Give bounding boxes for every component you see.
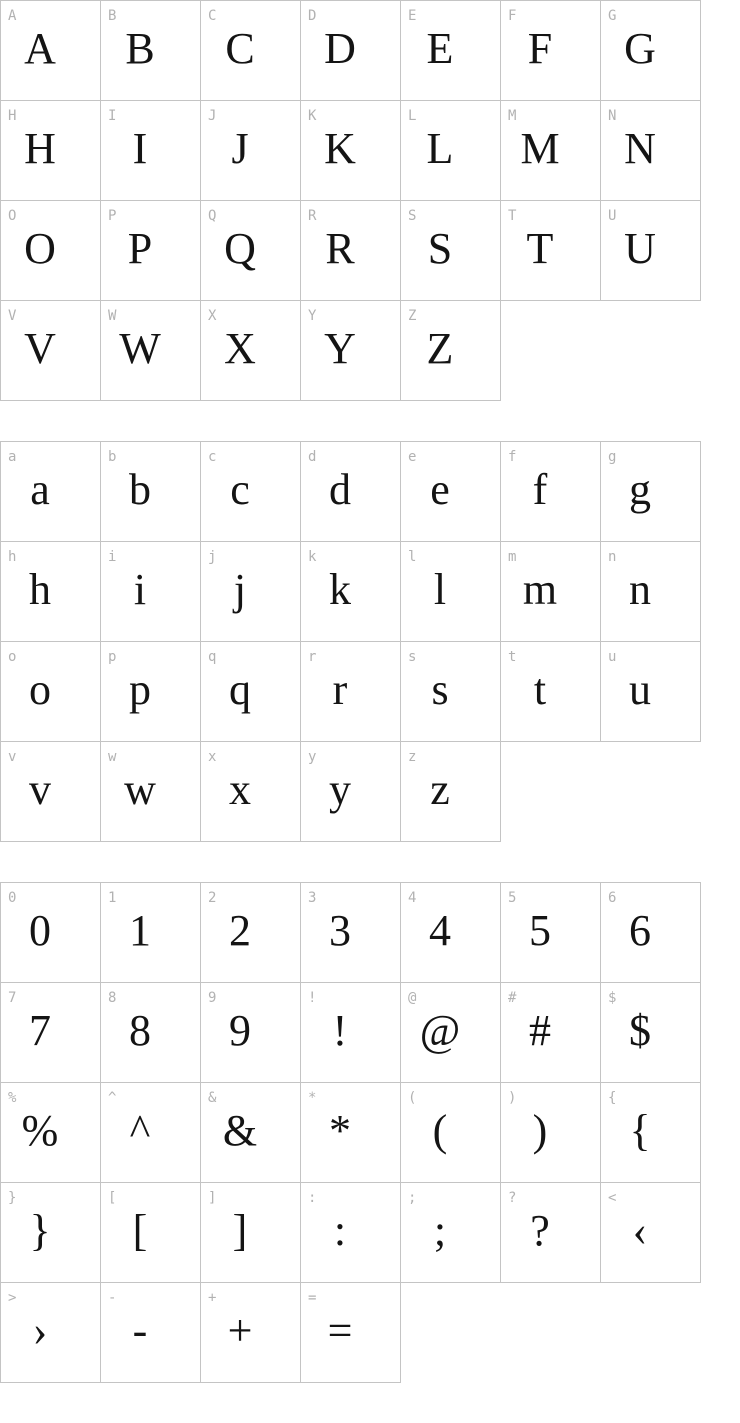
char-cell (501, 983, 601, 1083)
cell-label: g (608, 449, 617, 465)
cell-glyph: l (433, 565, 447, 614)
char-cell (1, 442, 101, 542)
cell-glyph: R (325, 224, 355, 273)
cell-label: ? (508, 1190, 517, 1206)
cell-glyph: P (127, 224, 153, 273)
char-cell (301, 542, 401, 642)
cell-label: m (508, 549, 517, 565)
cell-glyph: [ (132, 1206, 148, 1255)
cell-glyph: u (629, 665, 651, 714)
cell-glyph: ) (532, 1106, 548, 1155)
cell-label: v (8, 749, 17, 765)
cell-label: D (308, 8, 317, 24)
cell-glyph: I (132, 124, 148, 173)
cell-label: p (108, 649, 117, 665)
cell-glyph: C (225, 24, 255, 73)
char-cell (301, 442, 401, 542)
cell-glyph: i (133, 565, 147, 614)
char-row (1, 201, 701, 301)
cell-glyph: 0 (29, 906, 51, 955)
cell-label: 5 (508, 890, 517, 906)
char-cell (301, 642, 401, 742)
char-cell (101, 1, 201, 101)
char-cell (101, 442, 201, 542)
char-cell (201, 542, 301, 642)
char-cell (601, 1183, 701, 1283)
cell-label: q (208, 649, 217, 665)
cell-glyph: K (324, 124, 356, 173)
cell-label: w (108, 749, 117, 765)
cell-glyph: y (329, 765, 351, 814)
cell-label: r (308, 649, 317, 665)
char-row (1, 301, 701, 401)
cell-label: & (208, 1090, 217, 1106)
char-cell (401, 883, 501, 983)
cell-label: k (308, 549, 317, 565)
cell-label: 7 (8, 990, 17, 1006)
cell-glyph: n (629, 565, 651, 614)
char-cell (401, 742, 501, 842)
cell-label: 8 (108, 990, 117, 1006)
cell-label: * (308, 1090, 317, 1106)
cell-glyph: g (629, 465, 651, 514)
cell-label: - (108, 1290, 117, 1306)
char-cell (501, 201, 601, 301)
cell-label: ( (408, 1090, 417, 1106)
cell-glyph: e (430, 465, 450, 514)
cell-glyph: › (32, 1306, 48, 1355)
char-row (1, 983, 701, 1083)
cell-glyph: 6 (629, 906, 651, 955)
cell-label: t (508, 649, 517, 665)
cell-label: 6 (608, 890, 617, 906)
char-cell (201, 742, 301, 842)
cell-label: 4 (408, 890, 417, 906)
cell-label: h (8, 549, 17, 565)
char-cell (1, 1083, 101, 1183)
cell-glyph: Q (224, 224, 256, 273)
char-row (1, 1083, 701, 1183)
cell-glyph: O (24, 224, 56, 273)
char-row (1, 101, 701, 201)
char-cell (601, 442, 701, 542)
cell-label: U (608, 208, 617, 224)
char-cell (201, 983, 301, 1083)
cell-glyph: s (431, 665, 449, 714)
cell-label: s (408, 649, 417, 665)
char-cell (401, 1183, 501, 1283)
char-cell (1, 1283, 101, 1383)
cell-label: [ (108, 1190, 117, 1206)
char-cell (301, 301, 401, 401)
char-cell (301, 1183, 401, 1283)
cell-glyph: M (520, 124, 560, 173)
cell-label: f (508, 449, 517, 465)
char-row (1, 1, 701, 101)
char-cell (501, 1, 601, 101)
cell-glyph: d (329, 465, 351, 514)
char-cell (201, 101, 301, 201)
char-cell (201, 201, 301, 301)
cell-label: { (608, 1090, 617, 1106)
cell-label: 2 (208, 890, 217, 906)
cell-glyph: E (426, 24, 454, 73)
char-row (1, 1283, 701, 1383)
char-cell (101, 1083, 201, 1183)
cell-glyph: a (30, 465, 50, 514)
char-cell (501, 642, 601, 742)
char-cell (601, 1083, 701, 1183)
char-cell (1, 101, 101, 201)
char-cell (301, 883, 401, 983)
cell-glyph: ] (232, 1206, 248, 1255)
char-cell (601, 883, 701, 983)
char-row (1, 542, 701, 642)
char-cell (501, 442, 601, 542)
char-cell (201, 1283, 301, 1383)
cell-label: > (8, 1290, 17, 1306)
char-cell (601, 983, 701, 1083)
char-cell (601, 101, 701, 201)
char-cell (1, 642, 101, 742)
char-cell (601, 642, 701, 742)
cell-glyph: w (124, 765, 156, 814)
cell-glyph: ? (530, 1206, 550, 1255)
cell-glyph: ( (432, 1106, 448, 1155)
cell-glyph: @ (419, 1006, 461, 1055)
cell-label: + (208, 1290, 217, 1306)
cell-glyph: G (624, 24, 656, 73)
char-cell (1, 742, 101, 842)
cell-glyph: b (129, 465, 151, 514)
cell-glyph: N (624, 124, 656, 173)
char-cell (301, 1283, 401, 1383)
cell-glyph: H (24, 124, 56, 173)
cell-label: Y (308, 308, 317, 324)
char-cell (1, 201, 101, 301)
cell-label: e (408, 449, 417, 465)
cell-glyph: 2 (229, 906, 251, 955)
cell-label: X (208, 308, 217, 324)
digits-symbols-table (0, 882, 701, 1383)
cell-label: b (108, 449, 117, 465)
char-cell (301, 742, 401, 842)
char-cell (1, 883, 101, 983)
char-cell (401, 101, 501, 201)
cell-glyph: # (529, 1006, 551, 1055)
char-cell (201, 1183, 301, 1283)
char-cell (301, 1083, 401, 1183)
char-cell (401, 201, 501, 301)
cell-glyph: & (222, 1106, 258, 1155)
cell-label: M (508, 108, 517, 124)
char-cell (301, 1, 401, 101)
char-cell (501, 1083, 601, 1183)
char-cell (201, 883, 301, 983)
cell-glyph: W (119, 324, 161, 373)
char-cell (301, 101, 401, 201)
cell-glyph: o (29, 665, 51, 714)
cell-label: G (608, 8, 617, 24)
cell-label: B (108, 8, 117, 24)
char-row (1, 742, 701, 842)
cell-label: 1 (108, 890, 117, 906)
cell-label: z (408, 749, 417, 765)
cell-glyph: * (329, 1106, 351, 1155)
char-cell (501, 1183, 601, 1283)
cell-label: % (8, 1090, 17, 1106)
cell-label: = (308, 1290, 317, 1306)
cell-glyph: f (532, 465, 548, 514)
cell-glyph: } (29, 1206, 51, 1255)
char-row (1, 642, 701, 742)
cell-glyph: A (24, 24, 56, 73)
cell-glyph: : (333, 1206, 347, 1255)
cell-label: : (308, 1190, 317, 1206)
cell-label: } (8, 1190, 17, 1206)
cell-label: @ (408, 990, 417, 1006)
cell-glyph: k (329, 565, 351, 614)
cell-label: L (408, 108, 417, 124)
char-cell (1, 1, 101, 101)
cell-label: a (8, 449, 17, 465)
cell-glyph: ^ (129, 1106, 151, 1155)
cell-glyph: m (522, 565, 558, 614)
cell-label: n (608, 549, 617, 565)
cell-glyph: z (430, 765, 450, 814)
char-cell (101, 883, 201, 983)
cell-label: R (308, 208, 317, 224)
char-cell (501, 542, 601, 642)
cell-glyph: + (227, 1306, 253, 1355)
uppercase-table (0, 0, 701, 401)
cell-label: Z (408, 308, 417, 324)
cell-glyph: = (327, 1306, 353, 1355)
char-cell (601, 542, 701, 642)
cell-glyph: J (231, 124, 249, 173)
cell-label: F (508, 8, 517, 24)
cell-label: y (308, 749, 317, 765)
cell-label: ] (208, 1190, 217, 1206)
char-cell (501, 883, 601, 983)
char-cell (601, 1, 701, 101)
cell-glyph: ! (332, 1006, 348, 1055)
cell-label: $ (608, 990, 617, 1006)
lowercase-table (0, 441, 701, 842)
cell-label: E (408, 8, 417, 24)
cell-label: C (208, 8, 217, 24)
cell-glyph: Y (324, 324, 356, 373)
cell-label: 0 (8, 890, 17, 906)
cell-label: H (8, 108, 17, 124)
char-cell (401, 542, 501, 642)
char-cell (101, 542, 201, 642)
char-cell (401, 983, 501, 1083)
char-cell (101, 983, 201, 1083)
cell-label: ; (408, 1190, 417, 1206)
cell-glyph: S (427, 224, 453, 273)
cell-label: 3 (308, 890, 317, 906)
cell-label: < (608, 1190, 617, 1206)
cell-glyph: F (527, 24, 553, 73)
char-cell (401, 301, 501, 401)
cell-label: i (108, 549, 117, 565)
char-cell (201, 301, 301, 401)
cell-glyph: t (533, 665, 547, 714)
cell-label: I (108, 108, 117, 124)
char-cell (401, 442, 501, 542)
char-cell (1, 301, 101, 401)
char-cell (201, 1, 301, 101)
char-cell (501, 101, 601, 201)
cell-label: S (408, 208, 417, 224)
cell-glyph: V (24, 324, 56, 373)
cell-label: Q (208, 208, 217, 224)
cell-label: u (608, 649, 617, 665)
cell-glyph: { (629, 1106, 651, 1155)
cell-glyph: 3 (329, 906, 351, 955)
char-cell (101, 201, 201, 301)
cell-label: o (8, 649, 17, 665)
char-cell (1, 1183, 101, 1283)
char-cell (101, 1283, 201, 1383)
cell-label: ! (308, 990, 317, 1006)
cell-glyph: j (233, 565, 247, 614)
cell-glyph: % (21, 1106, 59, 1155)
cell-glyph: 1 (129, 906, 151, 955)
cell-label: O (8, 208, 17, 224)
cell-glyph: p (129, 665, 151, 714)
char-cell (401, 642, 501, 742)
char-cell (301, 201, 401, 301)
char-cell (201, 642, 301, 742)
cell-glyph: Z (426, 324, 454, 373)
cell-glyph: 9 (229, 1006, 251, 1055)
cell-label: ) (508, 1090, 517, 1106)
cell-glyph: D (324, 24, 356, 73)
char-cell (101, 301, 201, 401)
cell-glyph: x (229, 765, 251, 814)
cell-glyph: L (426, 124, 454, 173)
cell-label: P (108, 208, 117, 224)
cell-label: ^ (108, 1090, 117, 1106)
cell-glyph: q (229, 665, 251, 714)
cell-label: j (208, 549, 217, 565)
cell-glyph: ; (433, 1206, 447, 1255)
cell-label: V (8, 308, 17, 324)
char-cell (101, 642, 201, 742)
cell-glyph: $ (629, 1006, 651, 1055)
cell-label: J (208, 108, 217, 124)
char-cell (201, 1083, 301, 1183)
cell-label: A (8, 8, 17, 24)
cell-glyph: 7 (29, 1006, 51, 1055)
char-cell (401, 1083, 501, 1183)
char-cell (301, 983, 401, 1083)
cell-glyph: 5 (529, 906, 551, 955)
char-cell (401, 1, 501, 101)
cell-label: x (208, 749, 217, 765)
char-row (1, 883, 701, 983)
cell-glyph: 8 (129, 1006, 151, 1055)
cell-glyph: U (624, 224, 656, 273)
char-row (1, 442, 701, 542)
cell-label: d (308, 449, 317, 465)
cell-glyph: ‹ (632, 1206, 648, 1255)
cell-glyph: 4 (429, 906, 451, 955)
char-cell (1, 542, 101, 642)
char-cell (101, 742, 201, 842)
cell-glyph: - (132, 1306, 148, 1355)
cell-glyph: v (29, 765, 51, 814)
char-cell (101, 101, 201, 201)
cell-label: K (308, 108, 317, 124)
char-cell (201, 442, 301, 542)
cell-glyph: X (224, 324, 256, 373)
cell-label: 9 (208, 990, 217, 1006)
cell-label: T (508, 208, 517, 224)
cell-label: c (208, 449, 217, 465)
cell-label: # (508, 990, 517, 1006)
char-cell (601, 201, 701, 301)
cell-glyph: c (230, 465, 250, 514)
cell-label: W (108, 308, 117, 324)
cell-glyph: T (526, 224, 554, 273)
cell-label: N (608, 108, 617, 124)
char-cell (1, 983, 101, 1083)
char-row (1, 1183, 701, 1283)
cell-glyph: r (332, 665, 348, 714)
cell-label: l (408, 549, 417, 565)
char-cell (101, 1183, 201, 1283)
cell-glyph: B (125, 24, 155, 73)
cell-glyph: h (29, 565, 51, 614)
